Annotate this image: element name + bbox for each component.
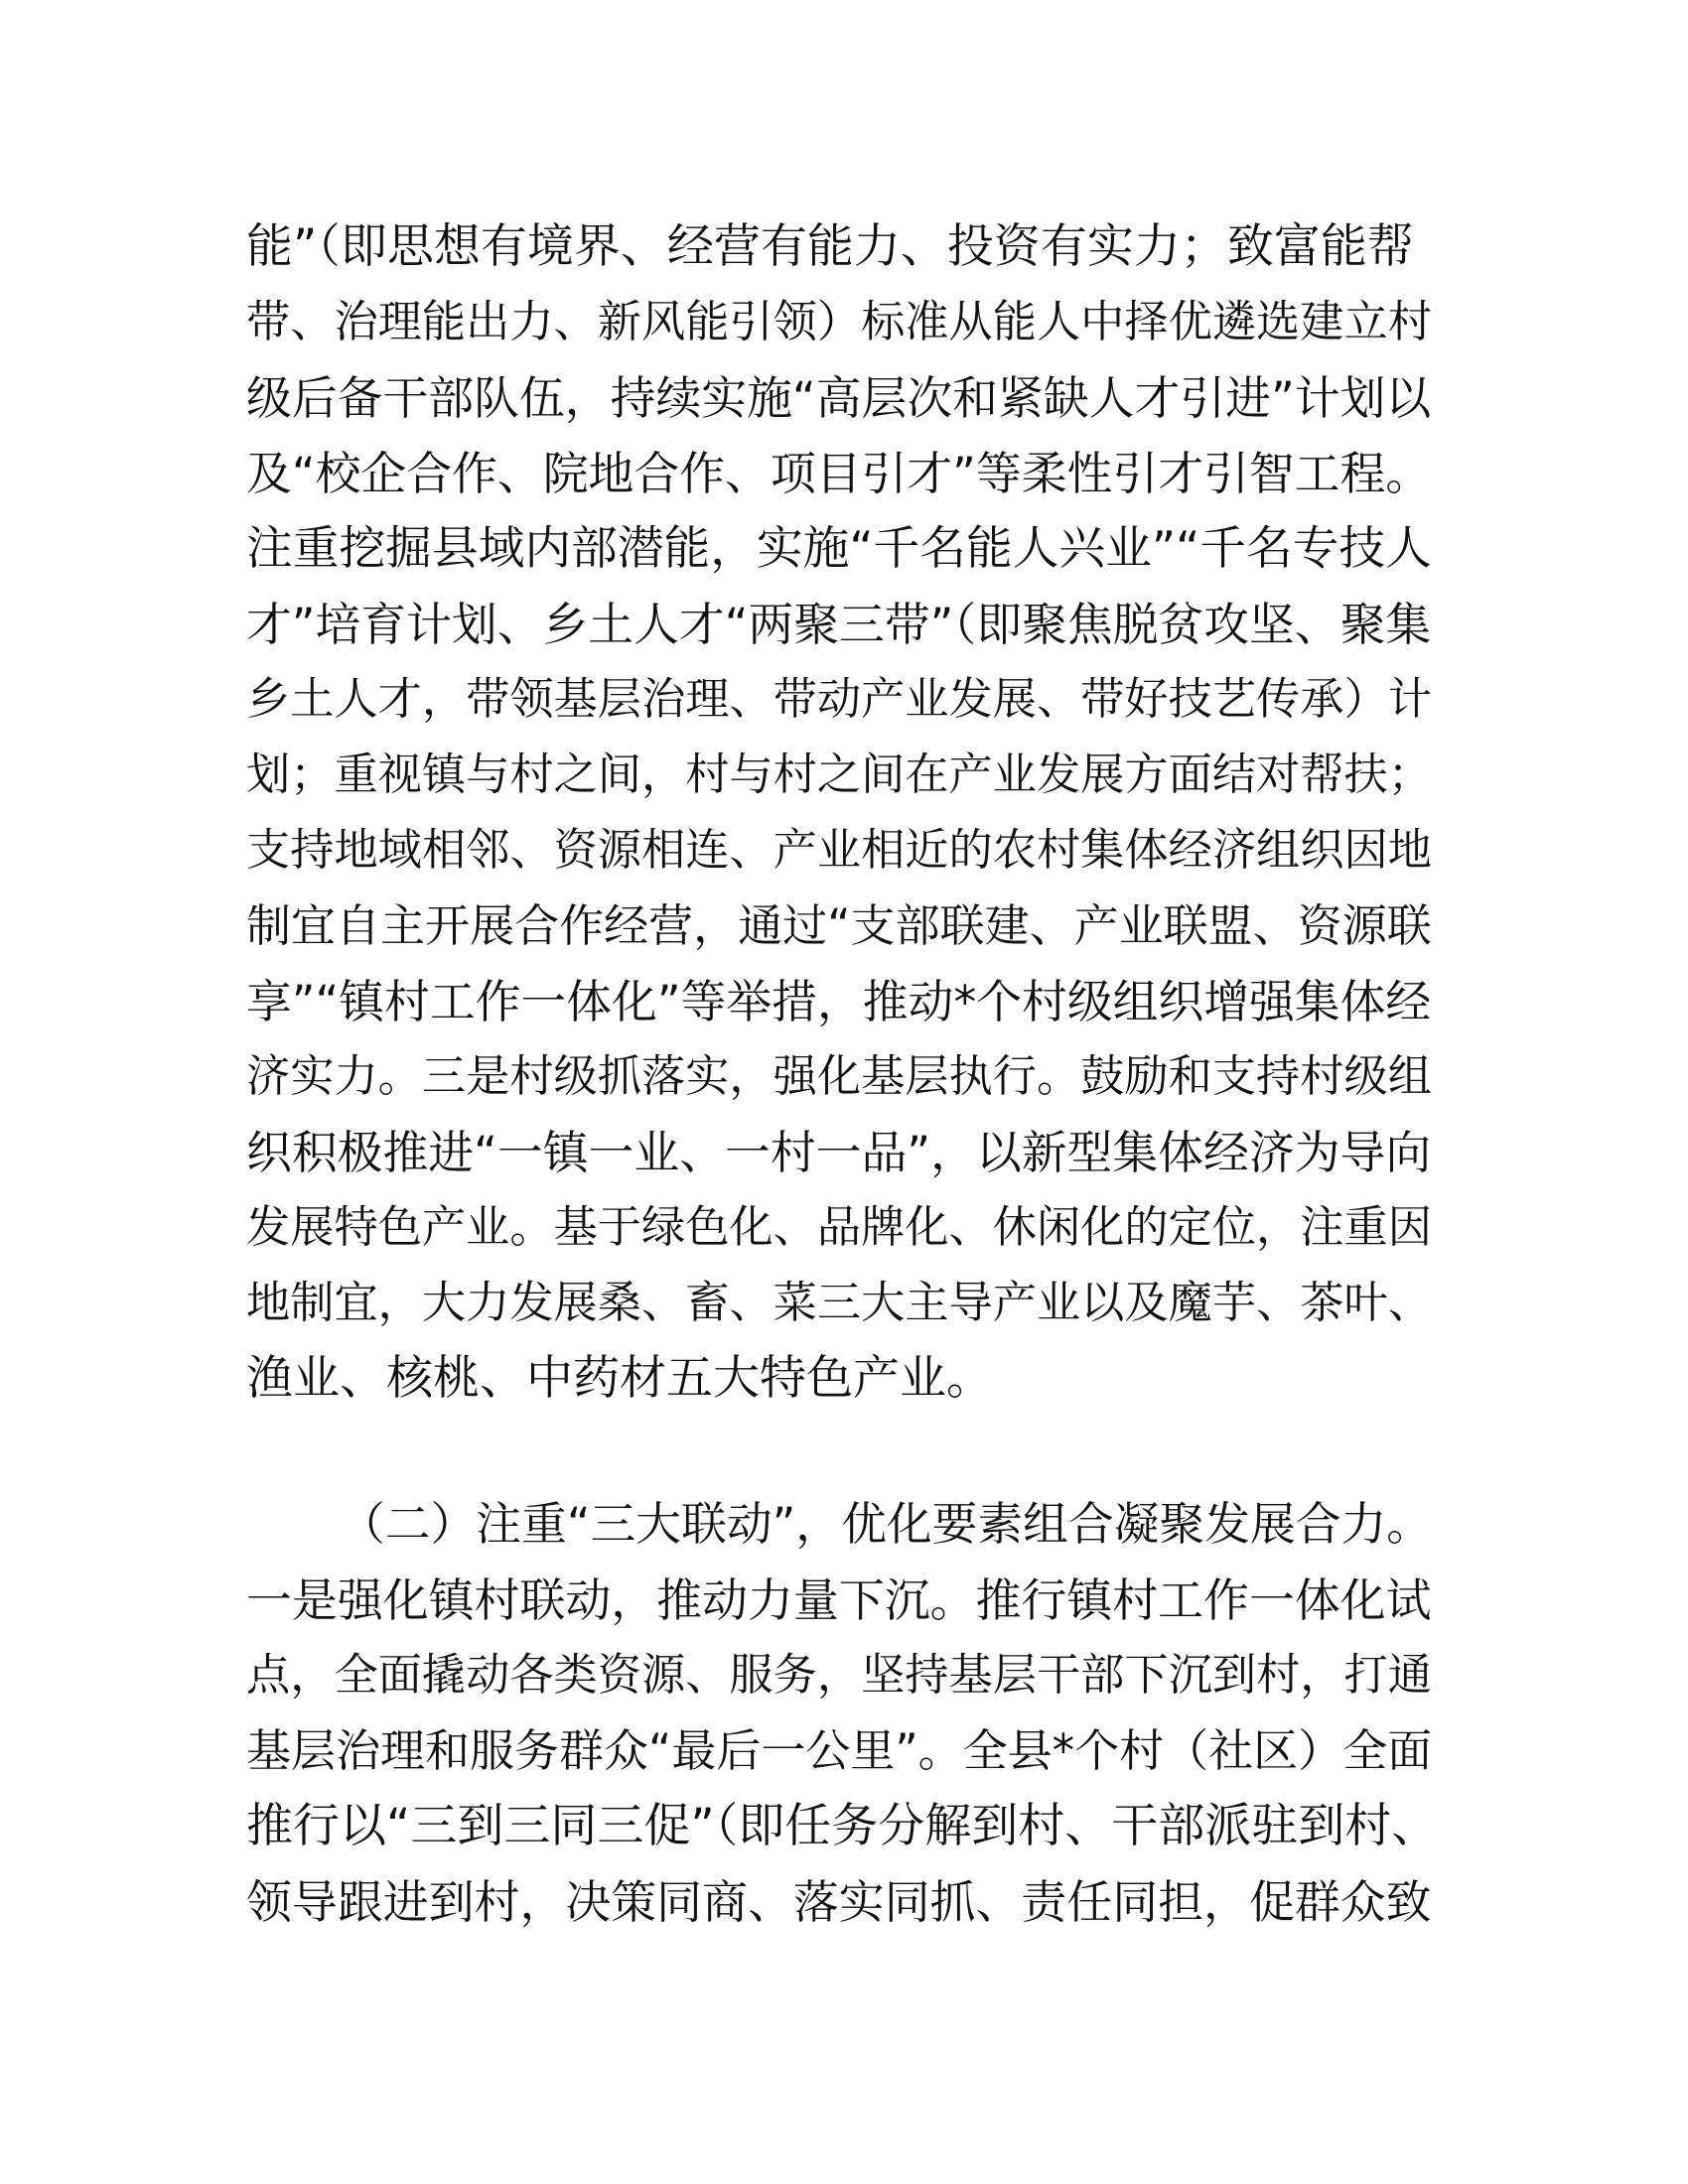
text-line: 支持地域相邻、资源相连、产业相近的农村集体经济组织因地 [246, 825, 1432, 876]
text-line: 一是强化镇村联动，推动力量下沉。推行镇村工作一体化试 [246, 1573, 1432, 1627]
text-line: 享”“镇村工作一体化”等举措，推动*个村级组织增强集体经 [246, 975, 1432, 1028]
text-line: 能”（即思想有境界、经营有能力、投资有实力；致富能帮 [246, 219, 1414, 274]
text-line: 及“校企合作、院地合作、项目引才”等柔性引才引智工程。 [246, 447, 1432, 500]
paragraph-2 [246, 1487, 1438, 1940]
text-line: 乡土人才，带领基层治理、带动产业发展、带好技艺传承）计 [246, 674, 1432, 725]
text-line: 级后备干部队伍，持续实施“高层次和紧缺人才引进”计划以 [246, 371, 1432, 425]
text-line: 基层治理和服务群众“最后一公里”。全县*个村（社区）全面 [246, 1724, 1433, 1777]
text-line: 发展特色产业。基于绿色化、品牌化、休闲化的定位，注重因 [246, 1202, 1432, 1253]
text-line: 织积极推进“一镇一业、一村一品”，以新型集体经济为导向 [246, 1126, 1432, 1179]
paragraph-1 [246, 209, 1438, 1417]
text-line: 领导跟进到村，决策同商、落实同抓、责任同担，促群众致 [246, 1875, 1432, 1929]
text-line: 地制宜，大力发展桑、畜、菜三大主导产业以及魔芋、茶叶、 [246, 1278, 1432, 1328]
text-line: 制宜自主开展合作经营，通过“支部联建、产业联盟、资源联 [246, 899, 1432, 952]
text-line: 推行以“三到三同三促”（即任务分解到村、干部派驻到村、 [246, 1799, 1439, 1853]
text-line: 注重挖掘县域内部潜能，实施“千名能人兴业”“千名专技人 [246, 522, 1432, 576]
text-line: 点，全面撬动各类资源、服务，坚持基层干部下沉到村，打通 [246, 1650, 1432, 1701]
text-line: 才”培育计划、乡土人才“两聚三带”（即聚焦脱贫攻坚、聚集 [246, 598, 1432, 651]
section-heading-line: （二）注重“三大联动”，优化要素组合凝聚发展合力。 [340, 1498, 1433, 1551]
text-line: 带、治理能出力、新风能引领）标准从能人中择优遴选建立村 [246, 297, 1432, 347]
text-line: 济实力。三是村级抓落实，强化基层执行。鼓励和支持村级组 [246, 1051, 1432, 1102]
text-line: 渔业、核桃、中药材五大特色产业。 [246, 1351, 993, 1406]
text-line: 划；重视镇与村之间，村与村之间在产业发展方面结对帮扶； [246, 750, 1432, 800]
